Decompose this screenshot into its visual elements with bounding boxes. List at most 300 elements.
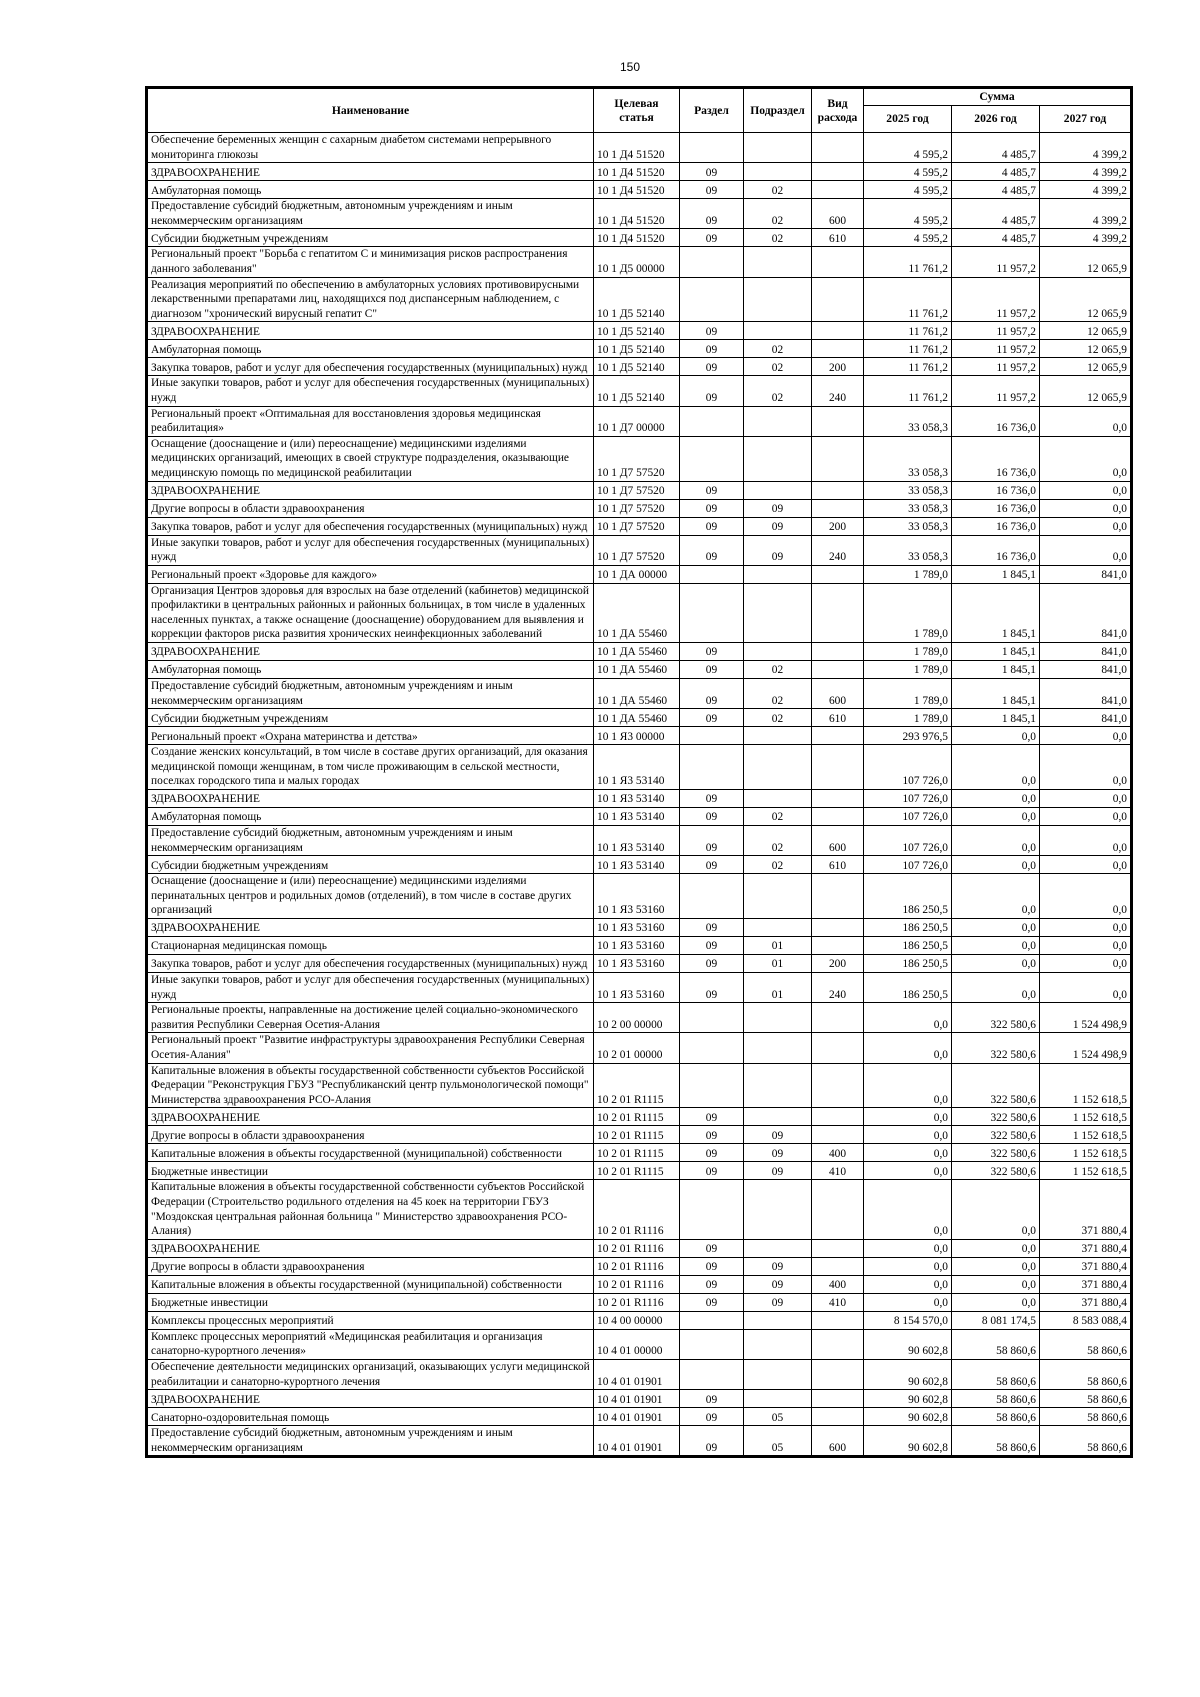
row-section: 09 <box>680 1239 744 1257</box>
row-name: Капитальные вложения в объекты государственной собственности субъектов Российской Федерации "Реконструкция ГБУЗ "Республиканский центр пульмонологической помощи" Министерства здравоохранения РСО-Алания <box>147 1063 594 1108</box>
row-subsection <box>744 727 812 745</box>
row-sum-2025: 8 154 570,0 <box>864 1311 952 1329</box>
row-sum-2025: 0,0 <box>864 1108 952 1126</box>
row-sum-2025: 107 726,0 <box>864 856 952 874</box>
table-row <box>147 1329 1132 1359</box>
row-sum-2026: 1 845,1 <box>952 661 1040 679</box>
header-2027: 2027 год <box>1040 106 1132 133</box>
row-sum-2026: 16 736,0 <box>952 436 1040 481</box>
row-sum-2026: 1 845,1 <box>952 679 1040 709</box>
row-subsection <box>744 322 812 340</box>
row-section <box>680 1329 744 1359</box>
row-sum-2025: 1 789,0 <box>864 661 952 679</box>
row-target-code: 10 2 01 R1116 <box>594 1239 680 1257</box>
row-section <box>680 277 744 322</box>
row-name: Региональный проект «Охрана материнства и детства» <box>147 727 594 745</box>
row-expense-type <box>812 727 864 745</box>
row-sum-2025: 186 250,5 <box>864 919 952 937</box>
table-row <box>147 826 1132 856</box>
row-sum-2026: 0,0 <box>952 874 1040 919</box>
row-section: 09 <box>680 808 744 826</box>
row-name: Реализация мероприятий по обеспечению в амбулаторных условиях противовирусными лекарственными препаратами лиц, находящихся под диспансерным наблюдением, с диагнозом "хронический вирусный гепатит С" <box>147 277 594 322</box>
header-2026: 2026 год <box>952 106 1040 133</box>
row-sum-2027: 1 152 618,5 <box>1040 1108 1132 1126</box>
row-sum-2026: 0,0 <box>952 919 1040 937</box>
table-row <box>147 1003 1132 1033</box>
row-target-code: 10 1 Д4 51520 <box>594 163 680 181</box>
row-sum-2025: 4 595,2 <box>864 133 952 163</box>
row-sum-2026: 0,0 <box>952 973 1040 1003</box>
row-sum-2027: 1 152 618,5 <box>1040 1162 1132 1180</box>
row-subsection: 09 <box>744 499 812 517</box>
row-section: 09 <box>680 679 744 709</box>
row-section: 09 <box>680 1126 744 1144</box>
row-name: Амбулаторная помощь <box>147 340 594 358</box>
row-expense-type <box>812 643 864 661</box>
row-expense-type: 600 <box>812 679 864 709</box>
row-sum-2025: 0,0 <box>864 1180 952 1239</box>
table-row <box>147 247 1132 277</box>
row-target-code: 10 1 Я3 53140 <box>594 745 680 790</box>
row-target-code: 10 2 01 R1115 <box>594 1063 680 1108</box>
row-subsection: 02 <box>744 679 812 709</box>
table-row <box>147 679 1132 709</box>
row-sum-2027: 0,0 <box>1040 973 1132 1003</box>
row-sum-2026: 4 485,7 <box>952 199 1040 229</box>
row-subsection <box>744 1390 812 1408</box>
row-target-code: 10 1 ДА 00000 <box>594 565 680 583</box>
row-sum-2026: 0,0 <box>952 856 1040 874</box>
row-name: ЗДРАВООХРАНЕНИЕ <box>147 481 594 499</box>
row-subsection <box>744 565 812 583</box>
table-row <box>147 1426 1132 1457</box>
row-sum-2025: 186 250,5 <box>864 937 952 955</box>
row-expense-type <box>812 565 864 583</box>
row-sum-2025: 4 595,2 <box>864 229 952 247</box>
table-row <box>147 199 1132 229</box>
table-row <box>147 1033 1132 1063</box>
row-subsection: 02 <box>744 856 812 874</box>
row-target-code: 10 1 Я3 53160 <box>594 874 680 919</box>
row-sum-2026: 0,0 <box>952 955 1040 973</box>
row-subsection: 02 <box>744 808 812 826</box>
row-expense-type: 610 <box>812 856 864 874</box>
table-row <box>147 358 1132 376</box>
row-sum-2025: 4 595,2 <box>864 163 952 181</box>
row-subsection: 02 <box>744 376 812 406</box>
table-row <box>147 1126 1132 1144</box>
row-expense-type: 600 <box>812 1426 864 1457</box>
row-name: Обеспечение беременных женщин с сахарным диабетом системами непрерывного мониторинга глюкозы <box>147 133 594 163</box>
row-sum-2026: 11 957,2 <box>952 340 1040 358</box>
row-sum-2027: 58 860,6 <box>1040 1329 1132 1359</box>
table-row <box>147 1311 1132 1329</box>
row-sum-2025: 4 595,2 <box>864 199 952 229</box>
table-row <box>147 1108 1132 1126</box>
row-name: ЗДРАВООХРАНЕНИЕ <box>147 163 594 181</box>
row-name: Субсидии бюджетным учреждениям <box>147 229 594 247</box>
row-name: Региональные проекты, направленные на достижение целей социально-экономического развития Республики Северная Осетия-Алания <box>147 1003 594 1033</box>
row-sum-2026: 58 860,6 <box>952 1329 1040 1359</box>
row-target-code: 10 4 01 01901 <box>594 1426 680 1457</box>
row-sum-2025: 0,0 <box>864 1003 952 1033</box>
row-sum-2025: 1 789,0 <box>864 679 952 709</box>
row-sum-2026: 8 081 174,5 <box>952 1311 1040 1329</box>
row-expense-type <box>812 1359 864 1389</box>
row-name: Закупка товаров, работ и услуг для обеспечения государственных (муниципальных) нужд <box>147 517 594 535</box>
row-expense-type <box>812 340 864 358</box>
row-sum-2027: 4 399,2 <box>1040 163 1132 181</box>
row-sum-2025: 33 058,3 <box>864 481 952 499</box>
row-sum-2025: 186 250,5 <box>864 874 952 919</box>
row-expense-type <box>812 937 864 955</box>
row-subsection <box>744 1311 812 1329</box>
row-sum-2026: 11 957,2 <box>952 376 1040 406</box>
row-target-code: 10 1 Я3 53140 <box>594 826 680 856</box>
row-name: Субсидии бюджетным учреждениям <box>147 856 594 874</box>
table-row <box>147 808 1132 826</box>
row-expense-type <box>812 745 864 790</box>
row-target-code: 10 1 Д5 00000 <box>594 247 680 277</box>
row-sum-2027: 0,0 <box>1040 874 1132 919</box>
row-name: ЗДРАВООХРАНЕНИЕ <box>147 919 594 937</box>
row-sum-2026: 0,0 <box>952 745 1040 790</box>
row-name: Бюджетные инвестиции <box>147 1293 594 1311</box>
row-expense-type <box>812 277 864 322</box>
row-name: ЗДРАВООХРАНЕНИЕ <box>147 790 594 808</box>
row-sum-2026: 16 736,0 <box>952 517 1040 535</box>
row-target-code: 10 1 Д7 57520 <box>594 499 680 517</box>
row-section: 09 <box>680 163 744 181</box>
row-sum-2026: 4 485,7 <box>952 133 1040 163</box>
row-sum-2025: 33 058,3 <box>864 517 952 535</box>
row-target-code: 10 2 01 R1115 <box>594 1108 680 1126</box>
row-sum-2025: 0,0 <box>864 1239 952 1257</box>
header-sum: Сумма <box>864 88 1132 106</box>
row-sum-2026: 0,0 <box>952 1239 1040 1257</box>
row-target-code: 10 1 Д7 57520 <box>594 481 680 499</box>
row-name: Субсидии бюджетным учреждениям <box>147 709 594 727</box>
row-sum-2026: 0,0 <box>952 790 1040 808</box>
row-target-code: 10 1 Д7 57520 <box>594 436 680 481</box>
row-target-code: 10 1 Д5 52140 <box>594 340 680 358</box>
row-target-code: 10 4 01 00000 <box>594 1329 680 1359</box>
row-name: Региональный проект «Оптимальная для восстановления здоровья медицинская реабилитация» <box>147 406 594 436</box>
row-target-code: 10 4 01 01901 <box>594 1408 680 1426</box>
budget-table <box>145 86 1133 1458</box>
row-subsection: 09 <box>744 1162 812 1180</box>
row-sum-2027: 58 860,6 <box>1040 1359 1132 1389</box>
row-expense-type <box>812 499 864 517</box>
row-expense-type <box>812 874 864 919</box>
row-sum-2026: 4 485,7 <box>952 229 1040 247</box>
row-expense-type <box>812 436 864 481</box>
row-expense-type <box>812 247 864 277</box>
row-section <box>680 406 744 436</box>
row-sum-2027: 0,0 <box>1040 727 1132 745</box>
row-name: Предоставление субсидий бюджетным, автономным учреждениям и иным некоммерческим организациям <box>147 199 594 229</box>
row-sum-2025: 11 761,2 <box>864 247 952 277</box>
row-sum-2025: 0,0 <box>864 1162 952 1180</box>
row-sum-2027: 12 065,9 <box>1040 358 1132 376</box>
row-subsection <box>744 406 812 436</box>
row-sum-2025: 90 602,8 <box>864 1329 952 1359</box>
table-row <box>147 1257 1132 1275</box>
table-row <box>147 1359 1132 1389</box>
row-section: 09 <box>680 1275 744 1293</box>
row-target-code: 10 2 01 R1116 <box>594 1257 680 1275</box>
row-sum-2025: 0,0 <box>864 1063 952 1108</box>
row-sum-2025: 0,0 <box>864 1033 952 1063</box>
row-subsection <box>744 1003 812 1033</box>
row-section: 09 <box>680 199 744 229</box>
row-subsection: 09 <box>744 517 812 535</box>
row-sum-2025: 4 595,2 <box>864 181 952 199</box>
row-expense-type: 600 <box>812 826 864 856</box>
row-subsection <box>744 1239 812 1257</box>
row-expense-type <box>812 661 864 679</box>
row-sum-2025: 33 058,3 <box>864 436 952 481</box>
row-sum-2025: 11 761,2 <box>864 376 952 406</box>
row-expense-type: 410 <box>812 1293 864 1311</box>
row-sum-2027: 12 065,9 <box>1040 340 1132 358</box>
table-row <box>147 937 1132 955</box>
row-sum-2026: 16 736,0 <box>952 535 1040 565</box>
header-expense-type: Вид расхода <box>812 88 864 133</box>
row-sum-2025: 107 726,0 <box>864 790 952 808</box>
row-subsection <box>744 643 812 661</box>
row-sum-2027: 8 583 088,4 <box>1040 1311 1132 1329</box>
row-sum-2027: 0,0 <box>1040 856 1132 874</box>
row-expense-type: 600 <box>812 199 864 229</box>
table-row <box>147 181 1132 199</box>
row-name: Региональный проект «Здоровье для каждого» <box>147 565 594 583</box>
row-subsection: 01 <box>744 937 812 955</box>
row-section: 09 <box>680 826 744 856</box>
row-sum-2027: 371 880,4 <box>1040 1180 1132 1239</box>
table-row <box>147 340 1132 358</box>
row-name: Региональный проект "Борьба с гепатитом С и минимизация рисков распространения данного заболевания" <box>147 247 594 277</box>
row-sum-2027: 0,0 <box>1040 790 1132 808</box>
row-sum-2025: 107 726,0 <box>864 826 952 856</box>
row-name: ЗДРАВООХРАНЕНИЕ <box>147 322 594 340</box>
row-sum-2025: 186 250,5 <box>864 973 952 1003</box>
row-subsection <box>744 1329 812 1359</box>
row-name: Комплексы процессных мероприятий <box>147 1311 594 1329</box>
row-expense-type <box>812 919 864 937</box>
row-sum-2025: 293 976,5 <box>864 727 952 745</box>
row-sum-2027: 1 524 498,9 <box>1040 1003 1132 1033</box>
row-target-code: 10 2 01 R1115 <box>594 1144 680 1162</box>
row-sum-2026: 4 485,7 <box>952 181 1040 199</box>
row-expense-type <box>812 583 864 642</box>
page-number: 150 <box>619 60 641 74</box>
row-expense-type: 200 <box>812 955 864 973</box>
row-section: 09 <box>680 481 744 499</box>
row-section <box>680 133 744 163</box>
row-sum-2026: 0,0 <box>952 937 1040 955</box>
row-sum-2025: 90 602,8 <box>864 1359 952 1389</box>
row-expense-type: 400 <box>812 1275 864 1293</box>
row-subsection: 02 <box>744 181 812 199</box>
row-subsection: 01 <box>744 955 812 973</box>
row-section: 09 <box>680 709 744 727</box>
row-section: 09 <box>680 919 744 937</box>
row-expense-type <box>812 1257 864 1275</box>
row-section <box>680 1311 744 1329</box>
row-section <box>680 583 744 642</box>
row-target-code: 10 1 Д7 57520 <box>594 535 680 565</box>
table-row <box>147 565 1132 583</box>
row-name: Оснащение (дооснащение и (или) переоснащение) медицинскими изделиями перинатальных центров и родильных домов (отделений), в том числе в составе других организаций <box>147 874 594 919</box>
table-row <box>147 973 1132 1003</box>
row-sum-2025: 0,0 <box>864 1293 952 1311</box>
row-expense-type: 200 <box>812 358 864 376</box>
row-sum-2026: 322 580,6 <box>952 1003 1040 1033</box>
row-subsection: 05 <box>744 1426 812 1457</box>
row-section: 09 <box>680 1408 744 1426</box>
row-name: Оснащение (дооснащение и (или) переоснащение) медицинскими изделиями медицинских организаций, имеющих в своей структуре подразделения, оказывающие медицинскую помощь по медицинской реабилитации <box>147 436 594 481</box>
row-section: 09 <box>680 322 744 340</box>
row-subsection: 09 <box>744 1257 812 1275</box>
row-sum-2025: 11 761,2 <box>864 340 952 358</box>
row-sum-2026: 58 860,6 <box>952 1426 1040 1457</box>
row-target-code: 10 1 Д5 52140 <box>594 277 680 322</box>
row-target-code: 10 1 Д4 51520 <box>594 133 680 163</box>
row-sum-2027: 0,0 <box>1040 826 1132 856</box>
row-sum-2026: 322 580,6 <box>952 1126 1040 1144</box>
row-target-code: 10 1 Я3 53160 <box>594 937 680 955</box>
row-section: 09 <box>680 517 744 535</box>
table-row <box>147 643 1132 661</box>
row-subsection: 02 <box>744 199 812 229</box>
table-row <box>147 163 1132 181</box>
row-sum-2027: 4 399,2 <box>1040 181 1132 199</box>
row-sum-2025: 0,0 <box>864 1144 952 1162</box>
row-name: Предоставление субсидий бюджетным, автономным учреждениям и иным некоммерческим организациям <box>147 1426 594 1457</box>
table-row <box>147 856 1132 874</box>
row-sum-2025: 1 789,0 <box>864 709 952 727</box>
row-expense-type: 610 <box>812 229 864 247</box>
row-name: Иные закупки товаров, работ и услуг для обеспечения государственных (муниципальных) нужд <box>147 535 594 565</box>
row-sum-2026: 322 580,6 <box>952 1162 1040 1180</box>
row-target-code: 10 2 01 R1115 <box>594 1162 680 1180</box>
row-sum-2026: 11 957,2 <box>952 277 1040 322</box>
row-target-code: 10 1 ДА 55460 <box>594 661 680 679</box>
row-name: Предоставление субсидий бюджетным, автономным учреждениям и иным некоммерческим организациям <box>147 679 594 709</box>
row-section: 09 <box>680 376 744 406</box>
row-name: ЗДРАВООХРАНЕНИЕ <box>147 643 594 661</box>
header-section: Раздел <box>680 88 744 133</box>
row-sum-2027: 0,0 <box>1040 481 1132 499</box>
row-expense-type <box>812 1108 864 1126</box>
row-sum-2025: 33 058,3 <box>864 499 952 517</box>
table-row <box>147 376 1132 406</box>
table-row <box>147 709 1132 727</box>
row-target-code: 10 1 Я3 53160 <box>594 955 680 973</box>
row-sum-2027: 0,0 <box>1040 517 1132 535</box>
row-sum-2027: 0,0 <box>1040 937 1132 955</box>
row-name: Иные закупки товаров, работ и услуг для обеспечения государственных (муниципальных) нужд <box>147 376 594 406</box>
row-sum-2026: 0,0 <box>952 1275 1040 1293</box>
row-sum-2027: 58 860,6 <box>1040 1408 1132 1426</box>
row-sum-2027: 12 065,9 <box>1040 376 1132 406</box>
row-section: 09 <box>680 358 744 376</box>
row-sum-2026: 0,0 <box>952 1180 1040 1239</box>
row-section <box>680 1180 744 1239</box>
row-sum-2027: 371 880,4 <box>1040 1275 1132 1293</box>
row-expense-type: 410 <box>812 1162 864 1180</box>
row-subsection: 09 <box>744 1144 812 1162</box>
row-sum-2026: 322 580,6 <box>952 1063 1040 1108</box>
row-subsection: 02 <box>744 709 812 727</box>
header-name: Наименование <box>147 88 594 133</box>
row-name: Обеспечение деятельности медицинских организаций, оказывающих услуги медицинской реабилитации и санаторно-курортного лечения <box>147 1359 594 1389</box>
row-expense-type <box>812 1003 864 1033</box>
row-sum-2025: 186 250,5 <box>864 955 952 973</box>
table-row <box>147 583 1132 642</box>
row-name: Капитальные вложения в объекты государственной (муниципальной) собственности <box>147 1144 594 1162</box>
row-sum-2026: 16 736,0 <box>952 481 1040 499</box>
row-section <box>680 1033 744 1063</box>
row-sum-2027: 0,0 <box>1040 499 1132 517</box>
row-subsection <box>744 163 812 181</box>
row-sum-2027: 371 880,4 <box>1040 1239 1132 1257</box>
row-sum-2027: 1 152 618,5 <box>1040 1126 1132 1144</box>
row-name: ЗДРАВООХРАНЕНИЕ <box>147 1390 594 1408</box>
row-expense-type <box>812 133 864 163</box>
table-row <box>147 745 1132 790</box>
row-subsection <box>744 1108 812 1126</box>
row-name: Предоставление субсидий бюджетным, автономным учреждениям и иным некоммерческим организациям <box>147 826 594 856</box>
row-sum-2026: 1 845,1 <box>952 643 1040 661</box>
table-row <box>147 919 1132 937</box>
row-sum-2027: 0,0 <box>1040 745 1132 790</box>
row-expense-type: 610 <box>812 709 864 727</box>
row-target-code: 10 1 Д7 57520 <box>594 517 680 535</box>
row-subsection: 02 <box>744 229 812 247</box>
row-sum-2026: 0,0 <box>952 1257 1040 1275</box>
row-section: 09 <box>680 661 744 679</box>
row-sum-2025: 11 761,2 <box>864 277 952 322</box>
row-section <box>680 1003 744 1033</box>
row-expense-type <box>812 1390 864 1408</box>
table-row <box>147 955 1132 973</box>
row-expense-type: 240 <box>812 535 864 565</box>
row-target-code: 10 1 Д5 52140 <box>594 358 680 376</box>
row-target-code: 10 1 Я3 53140 <box>594 790 680 808</box>
row-sum-2027: 841,0 <box>1040 709 1132 727</box>
row-sum-2025: 33 058,3 <box>864 535 952 565</box>
row-sum-2025: 0,0 <box>864 1126 952 1144</box>
row-name: Амбулаторная помощь <box>147 808 594 826</box>
row-sum-2026: 0,0 <box>952 808 1040 826</box>
row-name: Закупка товаров, работ и услуг для обеспечения государственных (муниципальных) нужд <box>147 955 594 973</box>
row-subsection: 09 <box>744 1293 812 1311</box>
table-row <box>147 535 1132 565</box>
row-subsection <box>744 133 812 163</box>
row-expense-type <box>812 406 864 436</box>
row-sum-2026: 58 860,6 <box>952 1408 1040 1426</box>
row-sum-2027: 58 860,6 <box>1040 1426 1132 1457</box>
row-sum-2027: 1 152 618,5 <box>1040 1144 1132 1162</box>
row-section <box>680 727 744 745</box>
row-target-code: 10 1 ДА 55460 <box>594 583 680 642</box>
table-row <box>147 790 1132 808</box>
row-sum-2026: 1 845,1 <box>952 709 1040 727</box>
row-expense-type <box>812 1408 864 1426</box>
row-sum-2026: 322 580,6 <box>952 1108 1040 1126</box>
